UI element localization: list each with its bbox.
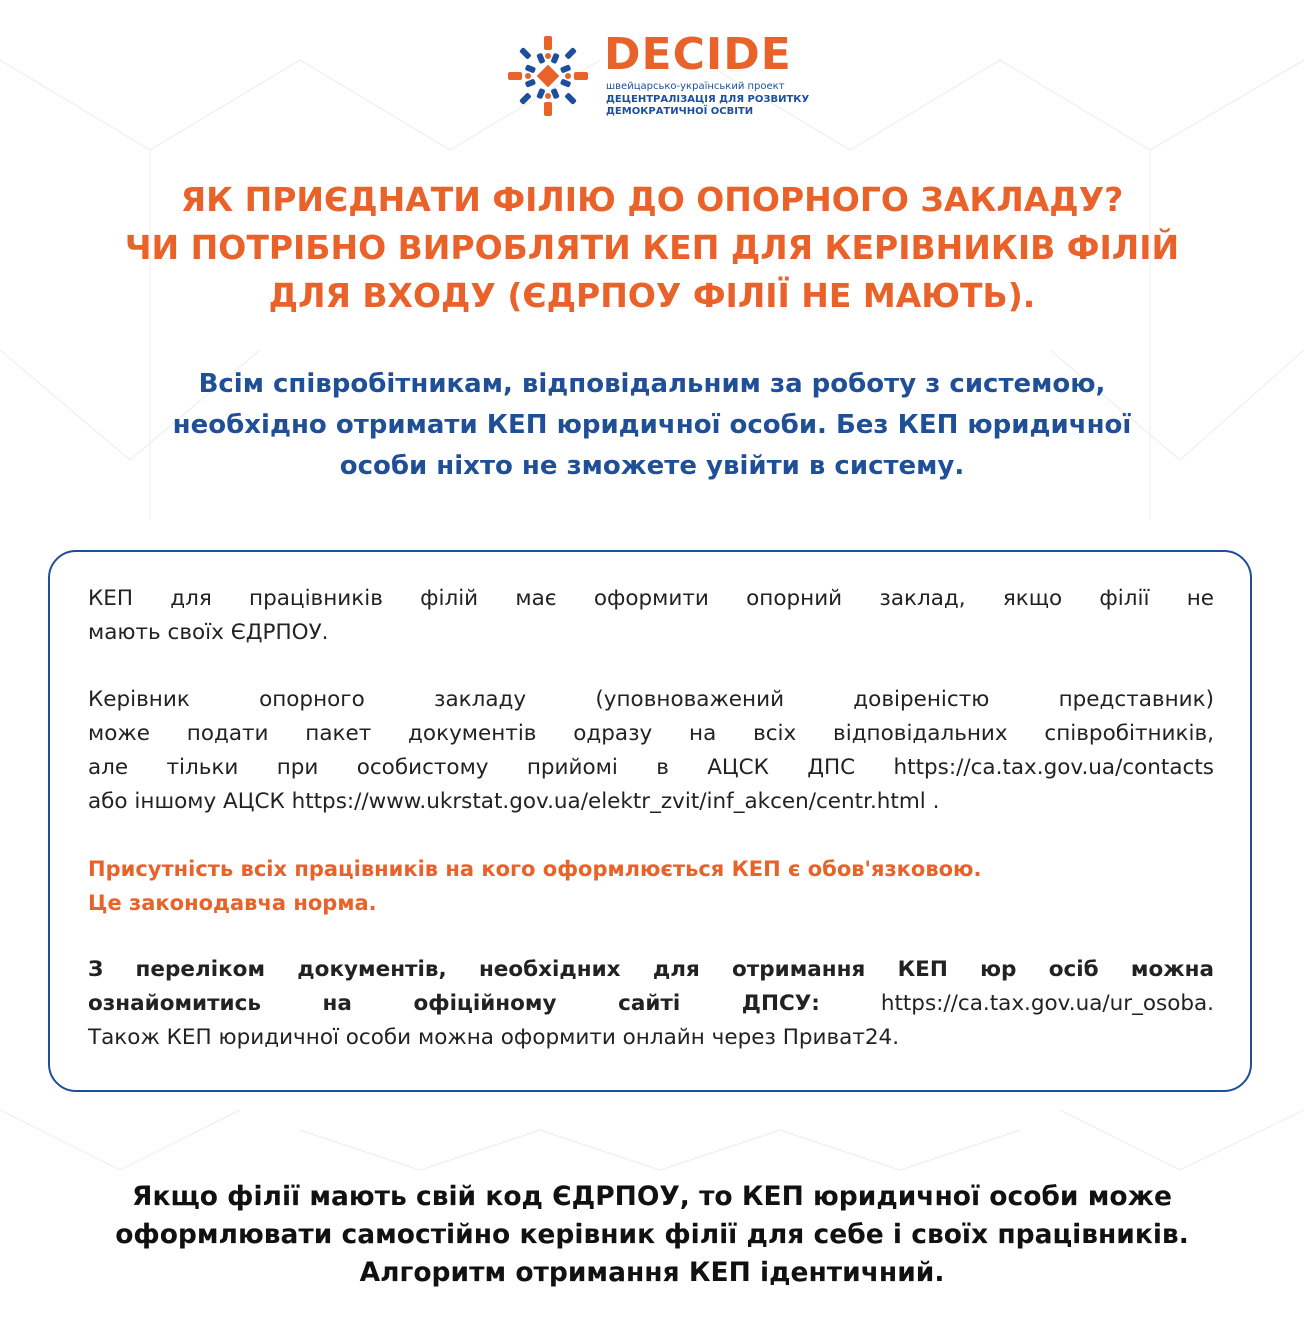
- title-line: ЯК ПРИЄДНАТИ ФІЛІЮ ДО ОПОРНОГО ЗАКЛАДУ?: [180, 180, 1124, 219]
- info-paragraph-branches: [88, 582, 1214, 650]
- footer-line: Алгоритм отримання КЕП ідентичний.: [359, 1257, 945, 1288]
- snowflake-logo-icon: [500, 28, 596, 124]
- paragraph-line: мають своїх ЄДРПОУ.: [88, 620, 329, 645]
- title-line: ДЛЯ ВХОДУ (ЄДРПОУ ФІЛІЇ НЕ МАЮТЬ).: [268, 276, 1036, 315]
- page-subtitle: [20, 364, 1284, 487]
- info-paragraph-requirement: [88, 852, 1214, 920]
- paragraph-line: Керівник опорного закладу (уповноважений довіреністю представник): [88, 687, 1214, 712]
- logo-tagline: швейцарсько-український проект: [606, 81, 785, 92]
- logo-project-name-line1: ДЕЦЕНТРАЛІЗАЦІЯ ДЛЯ РОЗВИТКУ: [606, 94, 810, 105]
- paragraph-bold-text: ознайомитись на офіційному сайті ДПСУ:: [88, 991, 820, 1016]
- subtitle-line: особи ніхто не зможете увійти в систему.: [339, 451, 965, 481]
- paragraph-line: [88, 987, 1214, 1021]
- paragraph-line: може подати пакет документів одразу на всіх відповідальних співробітників,: [88, 721, 1214, 746]
- logo-wordmark: DECIDE: [604, 29, 792, 80]
- footer-note: [10, 1178, 1294, 1292]
- info-paragraph-documents: [88, 953, 1214, 1055]
- subtitle-line: Всім співробітникам, відповідальним за роботу з системою,: [198, 369, 1106, 399]
- paragraph-line: З переліком документів, необхідних для отримання КЕП юр осіб можна: [88, 957, 1214, 982]
- paragraph-line: Присутність всіх працівників на кого оформлюється КЕП є обов'язковою.: [88, 857, 982, 881]
- decide-logo: [500, 28, 810, 128]
- paragraph-link-text: https://ca.tax.gov.ua/ur_osoba.: [819, 991, 1214, 1016]
- footer-line: Якщо філії мають свій код ЄДРПОУ, то КЕП юридичної особи може: [132, 1181, 1172, 1212]
- info-paragraph-head: [88, 683, 1214, 819]
- paragraph-line: але тільки при особистому прийомі в АЦСК ДПС https://ca.tax.gov.ua/contacts: [88, 755, 1214, 780]
- paragraph-line: Це законодавча норма.: [88, 891, 377, 915]
- logo-project-name-line2: ДЕМОКРАТИЧНОЇ ОСВІТИ: [606, 106, 754, 117]
- paragraph-line: Також КЕП юридичної особи можна оформити онлайн через Приват24.: [88, 1025, 900, 1050]
- footer-line: оформлювати самостійно керівник філії для себе і своїх працівників.: [115, 1219, 1189, 1250]
- page-title: [20, 176, 1284, 320]
- subtitle-line: необхідно отримати КЕП юридичної особи. Без КЕП юридичної: [172, 410, 1132, 440]
- paragraph-line: КЕП для працівників філій має оформити опорний заклад, якщо філії не: [88, 586, 1214, 611]
- paragraph-line: або іншому АЦСК https://www.ukrstat.gov.ua/elektr_zvit/inf_akcen/centr.html .: [88, 789, 940, 814]
- info-box: [48, 550, 1252, 1092]
- title-line: ЧИ ПОТРІБНО ВИРОБЛЯТИ КЕП ДЛЯ КЕРІВНИКІВ ФІЛІЙ: [124, 228, 1180, 267]
